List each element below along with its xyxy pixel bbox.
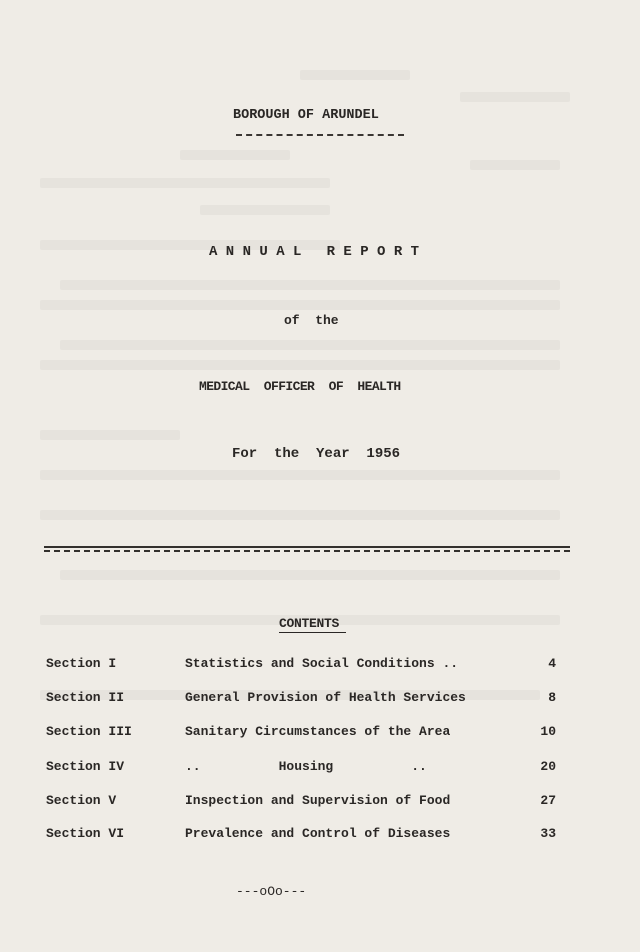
end-mark: ---oOo--- [236,884,307,899]
section-label: Section IV [46,759,125,774]
section-title: .. Housing .. [185,759,427,774]
medical-officer-title: MEDICAL OFFICER OF HEALTH [199,379,401,394]
section-title: Statistics and Social Conditions .. [185,656,459,671]
section-page: 10 [540,724,556,739]
section-title: Prevalence and Control of Diseases [185,826,451,841]
section-page: 4 [548,656,556,671]
borough-title: BOROUGH OF ARUNDEL [233,108,379,123]
section-page: 27 [540,793,556,808]
double-rule-bottom [44,550,570,552]
report-year: For the Year 1956 [232,446,401,462]
title-dashed-underline [236,134,404,136]
section-label: Section V [46,793,117,808]
contents-underline [279,632,346,633]
section-title: Sanitary Circumstances of the Area [185,724,451,739]
section-page: 8 [548,690,556,705]
section-label: Section VI [46,826,125,841]
section-label: Section III [46,724,132,739]
section-page: 20 [540,759,556,774]
double-rule-top [44,546,570,548]
annual-report-title: A N N U A L R E P O R T [209,244,420,260]
section-title: Inspection and Supervision of Food [185,793,451,808]
section-label: Section I [46,656,117,671]
section-title: General Provision of Health Services [185,690,466,705]
of-the-text: of the [284,313,339,328]
section-label: Section II [46,690,125,705]
section-page: 33 [540,826,556,841]
contents-heading: CONTENTS [279,616,340,631]
